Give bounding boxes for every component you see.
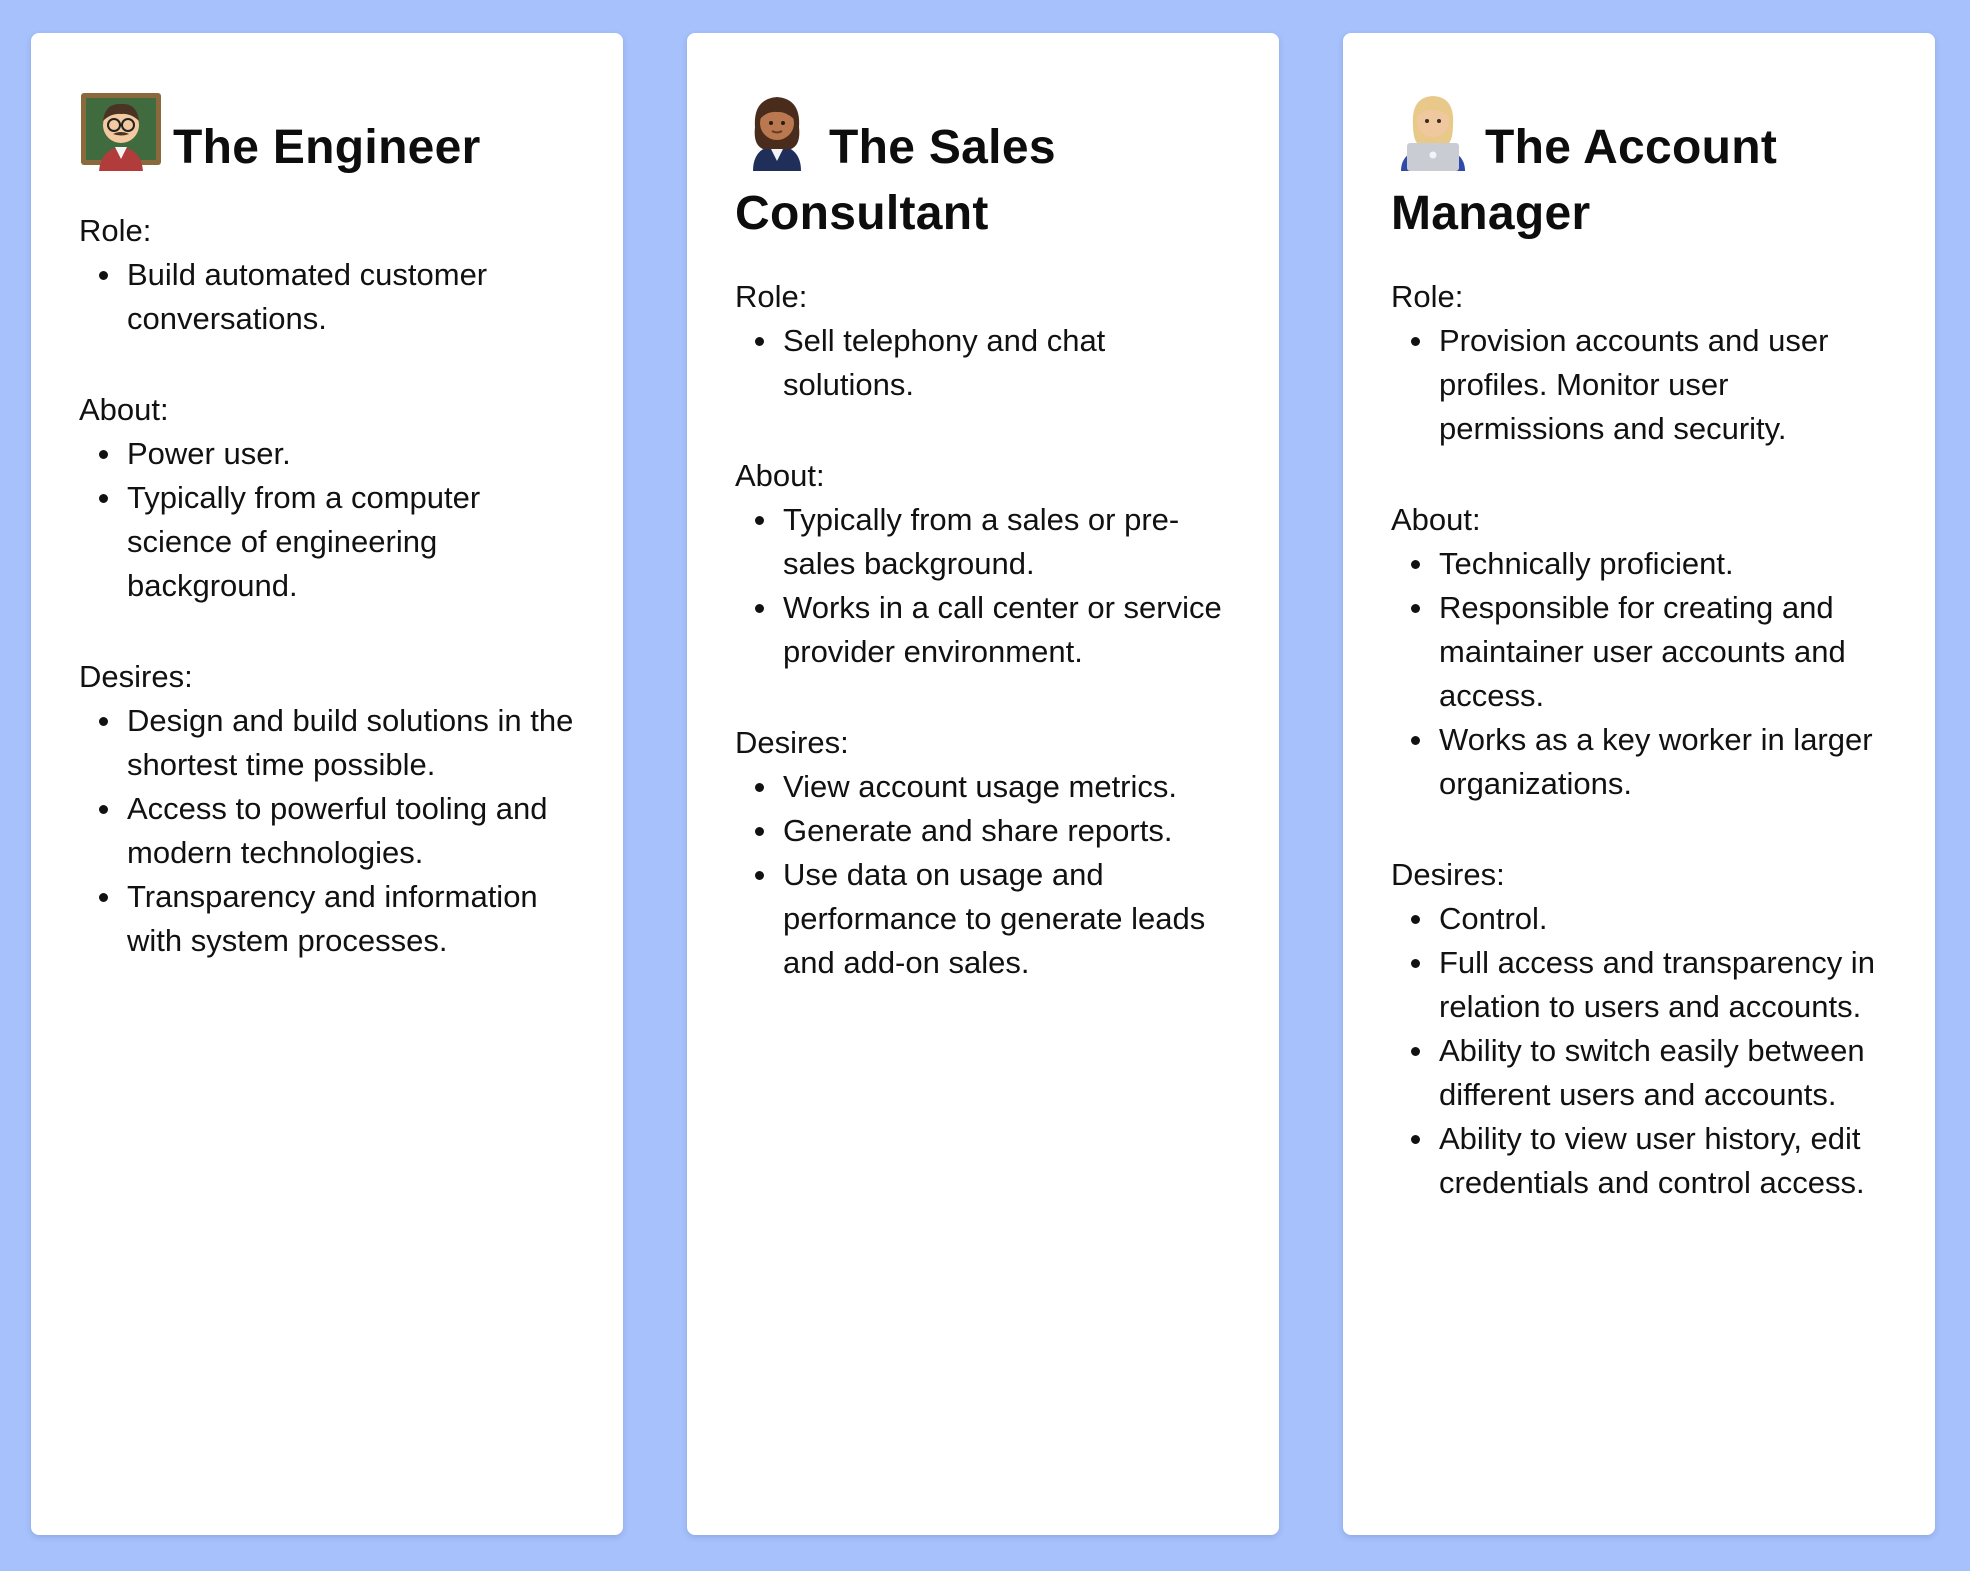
role-list [735,319,1231,407]
desires-label: Desires: [735,725,849,760]
about-section [735,454,1231,674]
list-item: Typically from a computer science of engineering background. [127,476,575,608]
desires-list [1391,897,1887,1205]
list-item: Design and build solutions in the shortest time possible. [127,699,575,787]
desires-label: Desires: [1391,857,1505,892]
desires-section [735,721,1231,985]
about-label: About: [735,458,825,493]
role-label: Role: [735,279,808,314]
role-label: Role: [1391,279,1464,314]
persona-card-sales-consultant [687,33,1279,1535]
teacher-emoji-icon [79,87,163,171]
technologist-emoji-icon [1391,87,1475,171]
about-label: About: [1391,502,1481,537]
woman-emoji-icon [735,87,819,171]
list-item: Sell telephony and chat solutions. [783,319,1231,407]
role-list [1391,319,1887,451]
desires-section [79,655,575,963]
desires-list [79,699,575,963]
about-list [1391,542,1887,806]
list-item: Control. [1439,897,1887,941]
list-item: Responsible for creating and maintainer user accounts and access. [1439,586,1887,718]
persona-title: The Sales Consultant [735,87,1231,247]
desires-section [1391,853,1887,1205]
list-item: Works in a call center or service provider environment. [783,586,1231,674]
list-item: Technically proficient. [1439,542,1887,586]
list-item: Generate and share reports. [783,809,1231,853]
persona-title: The Account Manager [1391,87,1887,247]
role-section [79,209,575,341]
about-list [735,498,1231,674]
persona-title: The Engineer [79,87,575,181]
role-label: Role: [79,213,152,248]
list-item: Use data on usage and performance to generate leads and add-on sales. [783,853,1231,985]
list-item: Ability to switch easily between different users and accounts. [1439,1029,1887,1117]
list-item: View account usage metrics. [783,765,1231,809]
list-item: Full access and transparency in relation to users and accounts. [1439,941,1887,1029]
list-item: Typically from a sales or pre-sales background. [783,498,1231,586]
role-section [1391,275,1887,451]
desires-list [735,765,1231,985]
role-section [735,275,1231,407]
list-item: Works as a key worker in larger organizations. [1439,718,1887,806]
list-item: Provision accounts and user profiles. Monitor user permissions and security. [1439,319,1887,451]
desires-label: Desires: [79,659,193,694]
about-section [1391,498,1887,806]
list-item: Ability to view user history, edit credentials and control access. [1439,1117,1887,1205]
about-list [79,432,575,608]
list-item: Transparency and information with system processes. [127,875,575,963]
list-item: Power user. [127,432,575,476]
list-item: Build automated customer conversations. [127,253,575,341]
list-item: Access to powerful tooling and modern technologies. [127,787,575,875]
role-list [79,253,575,341]
about-section [79,388,575,608]
persona-card-account-manager [1343,33,1935,1535]
about-label: About: [79,392,169,427]
persona-card-engineer [31,33,623,1535]
